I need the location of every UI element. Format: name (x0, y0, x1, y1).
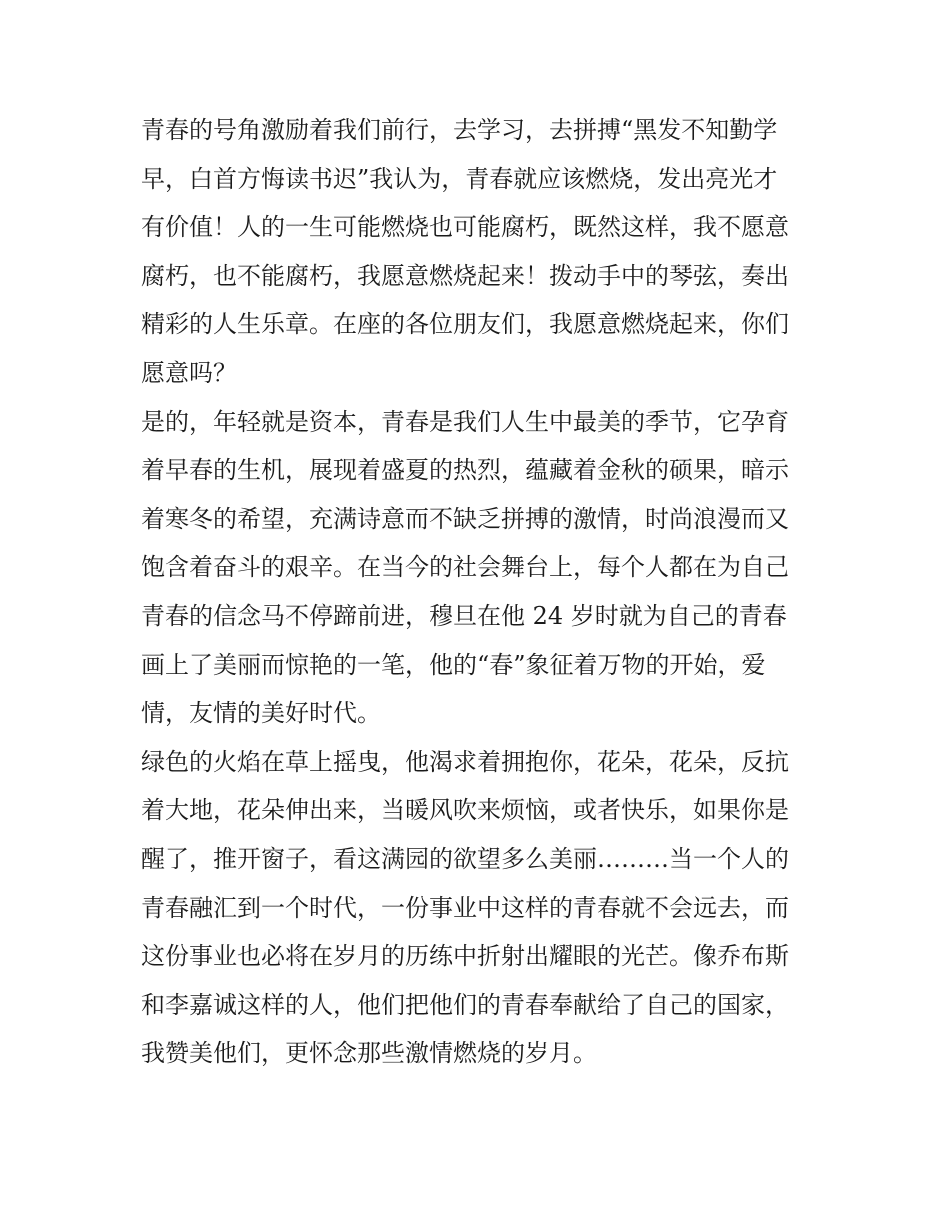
text-line: 着大地，花朵伸出来，当暖风吹来烦恼，或者快乐，如果你是 (141, 796, 789, 825)
text-line: 青春融汇到一个时代，一份事业中这样的青春就不会远去，而 (141, 893, 789, 922)
document-body (141, 106, 816, 1078)
text-line: 精彩的人生乐章。在座的各位朋友们，我愿意燃烧起来，你们 (141, 310, 789, 339)
text-line: 情，友情的美好时代。 (141, 699, 381, 728)
text-line: 着寒冬的希望，充满诗意而不缺乏拼搏的激情，时尚浪漫而又 (141, 504, 789, 533)
text-line: 愿意吗？ (141, 358, 237, 387)
text-line: 青春的号角激励着我们前行，去学习，去拼搏“黑发不知勤学 (141, 116, 778, 144)
text-line: 这份事业也必将在岁月的历练中折射出耀眼的光芒。像乔布斯 (141, 942, 789, 971)
text-line: 醒了，推开窗子，看这满园的欲望多么美丽………当一个人的 (141, 844, 789, 873)
text-line: 和李嘉诚这样的人，他们把他们的青春奉献给了自己的国家， (141, 990, 789, 1019)
paragraph-1 (141, 106, 816, 398)
text-line: 有价值！人的一生可能燃烧也可能腐朽，既然这样，我不愿意 (141, 213, 789, 242)
text-line: 青春的信念马不停蹄前进，穆旦在他 24 岁时就为自己的青春 (141, 601, 787, 630)
paragraph-2 (141, 398, 816, 738)
text-line: 绿色的火焰在草上摇曳，他渴求着拥抱你，花朵，花朵，反抗 (141, 747, 789, 776)
paragraph-3 (141, 738, 816, 1078)
text-line: 是的，年轻就是资本，青春是我们人生中最美的季节，它孕育 (141, 407, 789, 436)
text-line: 画上了美丽而惊艳的一笔，他的“春”象征着万物的开始，爱 (141, 650, 766, 679)
text-line: 着早春的生机，展现着盛夏的热烈，蕴藏着金秋的硕果，暗示 (141, 456, 789, 485)
text-line: 饱含着奋斗的艰辛。在当今的社会舞台上，每个人都在为自己 (141, 553, 789, 582)
text-line: 早，白首方悔读书迟”我认为，青春就应该燃烧，发出亮光才 (141, 164, 778, 193)
text-line: 我赞美他们，更怀念那些激情燃烧的岁月。 (141, 1039, 597, 1068)
text-line: 腐朽，也不能腐朽，我愿意燃烧起来！拨动手中的琴弦，奏出 (141, 261, 789, 290)
